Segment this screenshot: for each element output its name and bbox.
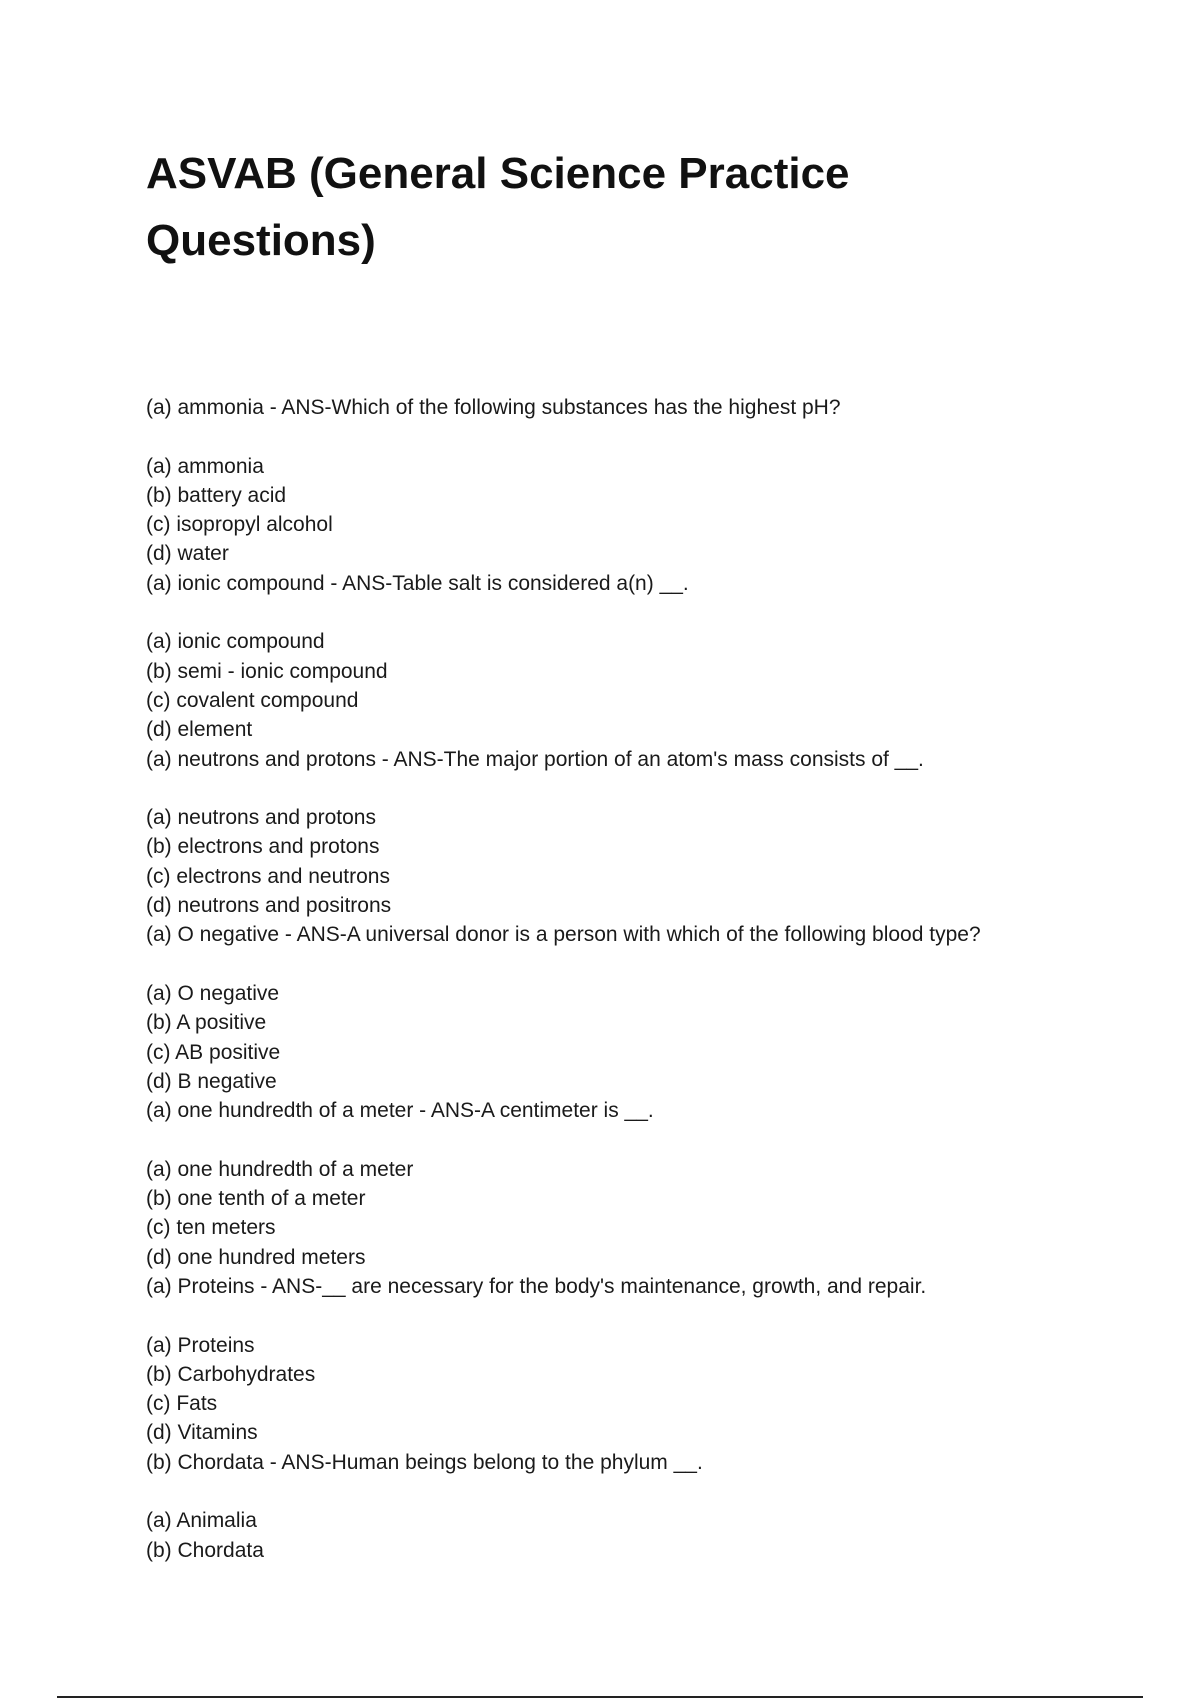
answer-option: (b) electrons and protons: [146, 835, 380, 859]
answer-option: (a) Animalia: [146, 1509, 257, 1533]
page-title: ASVAB (General Science Practice Questions): [146, 149, 850, 265]
answer-option: (c) isopropyl alcohol: [146, 513, 333, 537]
question-block: [146, 393, 1086, 569]
answer-option: (d) one hundred meters: [146, 1245, 366, 1269]
document-page: [146, 140, 1086, 1565]
answer-option: (d) water: [146, 542, 229, 566]
answer-option: (a) ionic compound: [146, 630, 325, 654]
answer-option: (a) Proteins: [146, 1333, 255, 1357]
answer-option: (d) Vitamins: [146, 1421, 258, 1445]
answer-option: (a) ammonia: [146, 454, 264, 478]
answer-option: (d) neutrons and positrons: [146, 894, 392, 918]
question-answer-line: (a) Proteins - ANS-__ are necessary for the body's maintenance, growth, and repair.: [146, 1274, 927, 1298]
question-list: [146, 393, 1086, 1565]
spacer: [146, 422, 1086, 451]
answer-option: (c) covalent compound: [146, 688, 359, 712]
spacer: [146, 1125, 1086, 1154]
question-block: [146, 569, 1086, 745]
spacer: [146, 950, 1086, 979]
answer-option: (d) B negative: [146, 1069, 277, 1093]
answer-option: (c) AB positive: [146, 1040, 281, 1064]
question-answer-line: (a) one hundredth of a meter - ANS-A centimeter is __.: [146, 1099, 654, 1123]
spacer: [146, 1301, 1086, 1330]
answer-option: (c) electrons and neutrons: [146, 864, 390, 888]
spacer: [146, 1477, 1086, 1506]
answer-option: (c) Fats: [146, 1392, 218, 1416]
answer-option: (b) Chordata: [146, 1538, 264, 1562]
answer-option: (a) neutrons and protons: [146, 806, 376, 830]
question-answer-line: (a) ionic compound - ANS-Table salt is considered a(n) __.: [146, 571, 689, 595]
page-bottom-rule: [57, 1696, 1143, 1698]
answer-option: (a) one hundredth of a meter: [146, 1157, 414, 1181]
question-block: [146, 1096, 1086, 1272]
answer-option: (d) element: [146, 718, 253, 742]
answer-option: (b) one tenth of a meter: [146, 1187, 366, 1211]
spacer: [146, 774, 1086, 803]
question-answer-line: (a) ammonia - ANS-Which of the following substances has the highest pH?: [146, 396, 841, 419]
answer-option: (b) semi - ionic compound: [146, 659, 388, 683]
question-block: [146, 920, 1086, 1096]
question-answer-line: (a) neutrons and protons - ANS-The major portion of an atom's mass consists of __.: [146, 747, 924, 771]
question-answer-line: (a) O negative - ANS-A universal donor is a person with which of the following blood type?: [146, 923, 981, 947]
answer-option: (b) Carbohydrates: [146, 1362, 316, 1386]
question-block: [146, 1448, 1086, 1565]
question-answer-line: (b) Chordata - ANS-Human beings belong to the phylum __.: [146, 1450, 703, 1474]
answer-option: (a) O negative: [146, 981, 280, 1005]
question-block: [146, 1272, 1086, 1448]
answer-option: (c) ten meters: [146, 1216, 276, 1240]
answer-option: (b) battery acid: [146, 483, 287, 507]
spacer: [146, 598, 1086, 627]
question-block: [146, 745, 1086, 921]
answer-option: (b) A positive: [146, 1011, 267, 1035]
